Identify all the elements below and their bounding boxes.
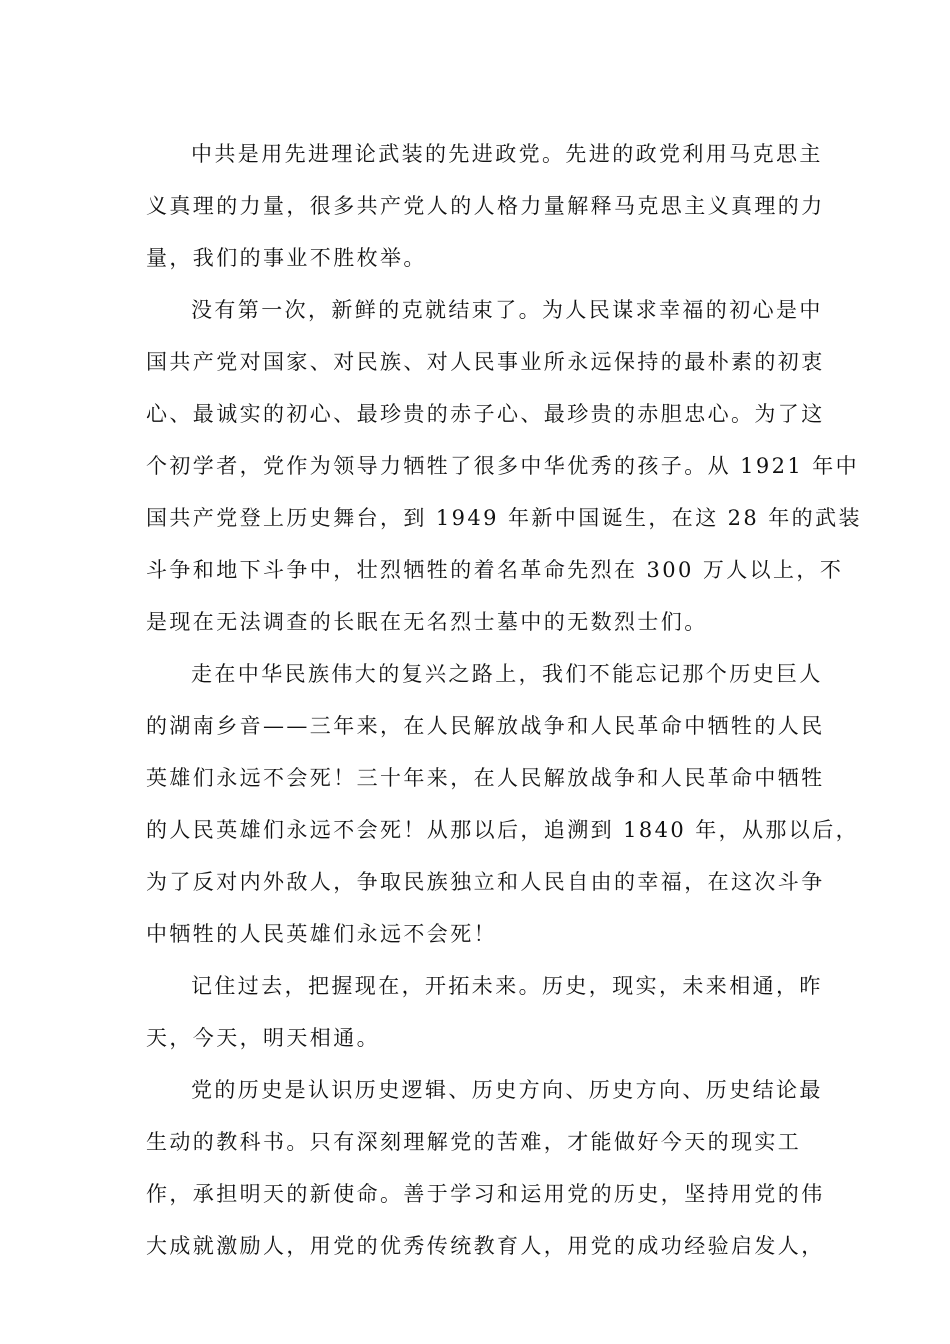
paragraph-1-line-1: 中共是用先进理论武装的先进政党。先进的政党利用马克思主 (191, 142, 823, 166)
paragraph-1-line-3: 量，我们的事业不胜枚举。 (146, 246, 427, 270)
paragraph-2-line-7: 是现在无法调查的长眠在无名烈士墓中的无数烈士们。 (146, 610, 708, 634)
paragraph-5-line-2: 生动的教科书。只有深刻理解党的苦难，才能做好今天的现实工 (146, 1130, 802, 1154)
paragraph-5-line-1: 党的历史是认识历史逻辑、历史方向、历史方向、历史结论最 (191, 1078, 823, 1102)
paragraph-5-line-4: 大成就激励人，用党的优秀传统教育人，用党的成功经验启发人， (146, 1234, 825, 1258)
paragraph-4-line-2: 天，今天，明天相通。 (146, 1026, 380, 1050)
paragraph-3-line-6: 中牺牲的人民英雄们永远不会死！ (146, 922, 497, 946)
paragraph-2-line-2: 国共产党对国家、对民族、对人民事业所永远保持的最朴素的初衷 (146, 350, 825, 374)
paragraph-2-line-1: 没有第一次，新鲜的克就结束了。为人民谋求幸福的初心是中 (191, 298, 823, 322)
paragraph-2-line-4: 个初学者，党作为领导力牺牲了很多中华优秀的孩子。从 1921 年中 (146, 454, 859, 478)
paragraph-3-line-2: 的湖南乡音——三年来，在人民解放战争和人民革命中牺牲的人民 (146, 714, 825, 738)
paragraph-3-line-3: 英雄们永远不会死！三十年来，在人民解放战争和人民革命中牺牲 (146, 766, 825, 790)
paragraph-3-line-5: 为了反对内外敌人，争取民族独立和人民自由的幸福，在这次斗争 (146, 870, 825, 894)
paragraph-4-line-1: 记住过去，把握现在，开拓未来。历史，现实，未来相通，昨 (191, 974, 823, 998)
paragraph-1-line-2: 义真理的力量，很多共产党人的人格力量解释马克思主义真理的力 (146, 194, 825, 218)
paragraph-3-line-1: 走在中华民族伟大的复兴之路上，我们不能忘记那个历史巨人 (191, 662, 823, 686)
paragraph-2-line-5: 国共产党登上历史舞台，到 1949 年新中国诞生，在这 28 年的武装 (146, 506, 862, 530)
paragraph-2-line-3: 心、最诚实的初心、最珍贵的赤子心、最珍贵的赤胆忠心。为了这 (146, 402, 825, 426)
paragraph-5-line-3: 作，承担明天的新使命。善于学习和运用党的历史，坚持用党的伟 (146, 1182, 825, 1206)
paragraph-3-line-4: 的人民英雄们永远不会死！从那以后，追溯到 1840 年，从那以后， (146, 818, 859, 842)
paragraph-2-line-6: 斗争和地下斗争中，壮烈牺牲的着名革命先烈在 300 万人以上，不 (146, 558, 844, 582)
